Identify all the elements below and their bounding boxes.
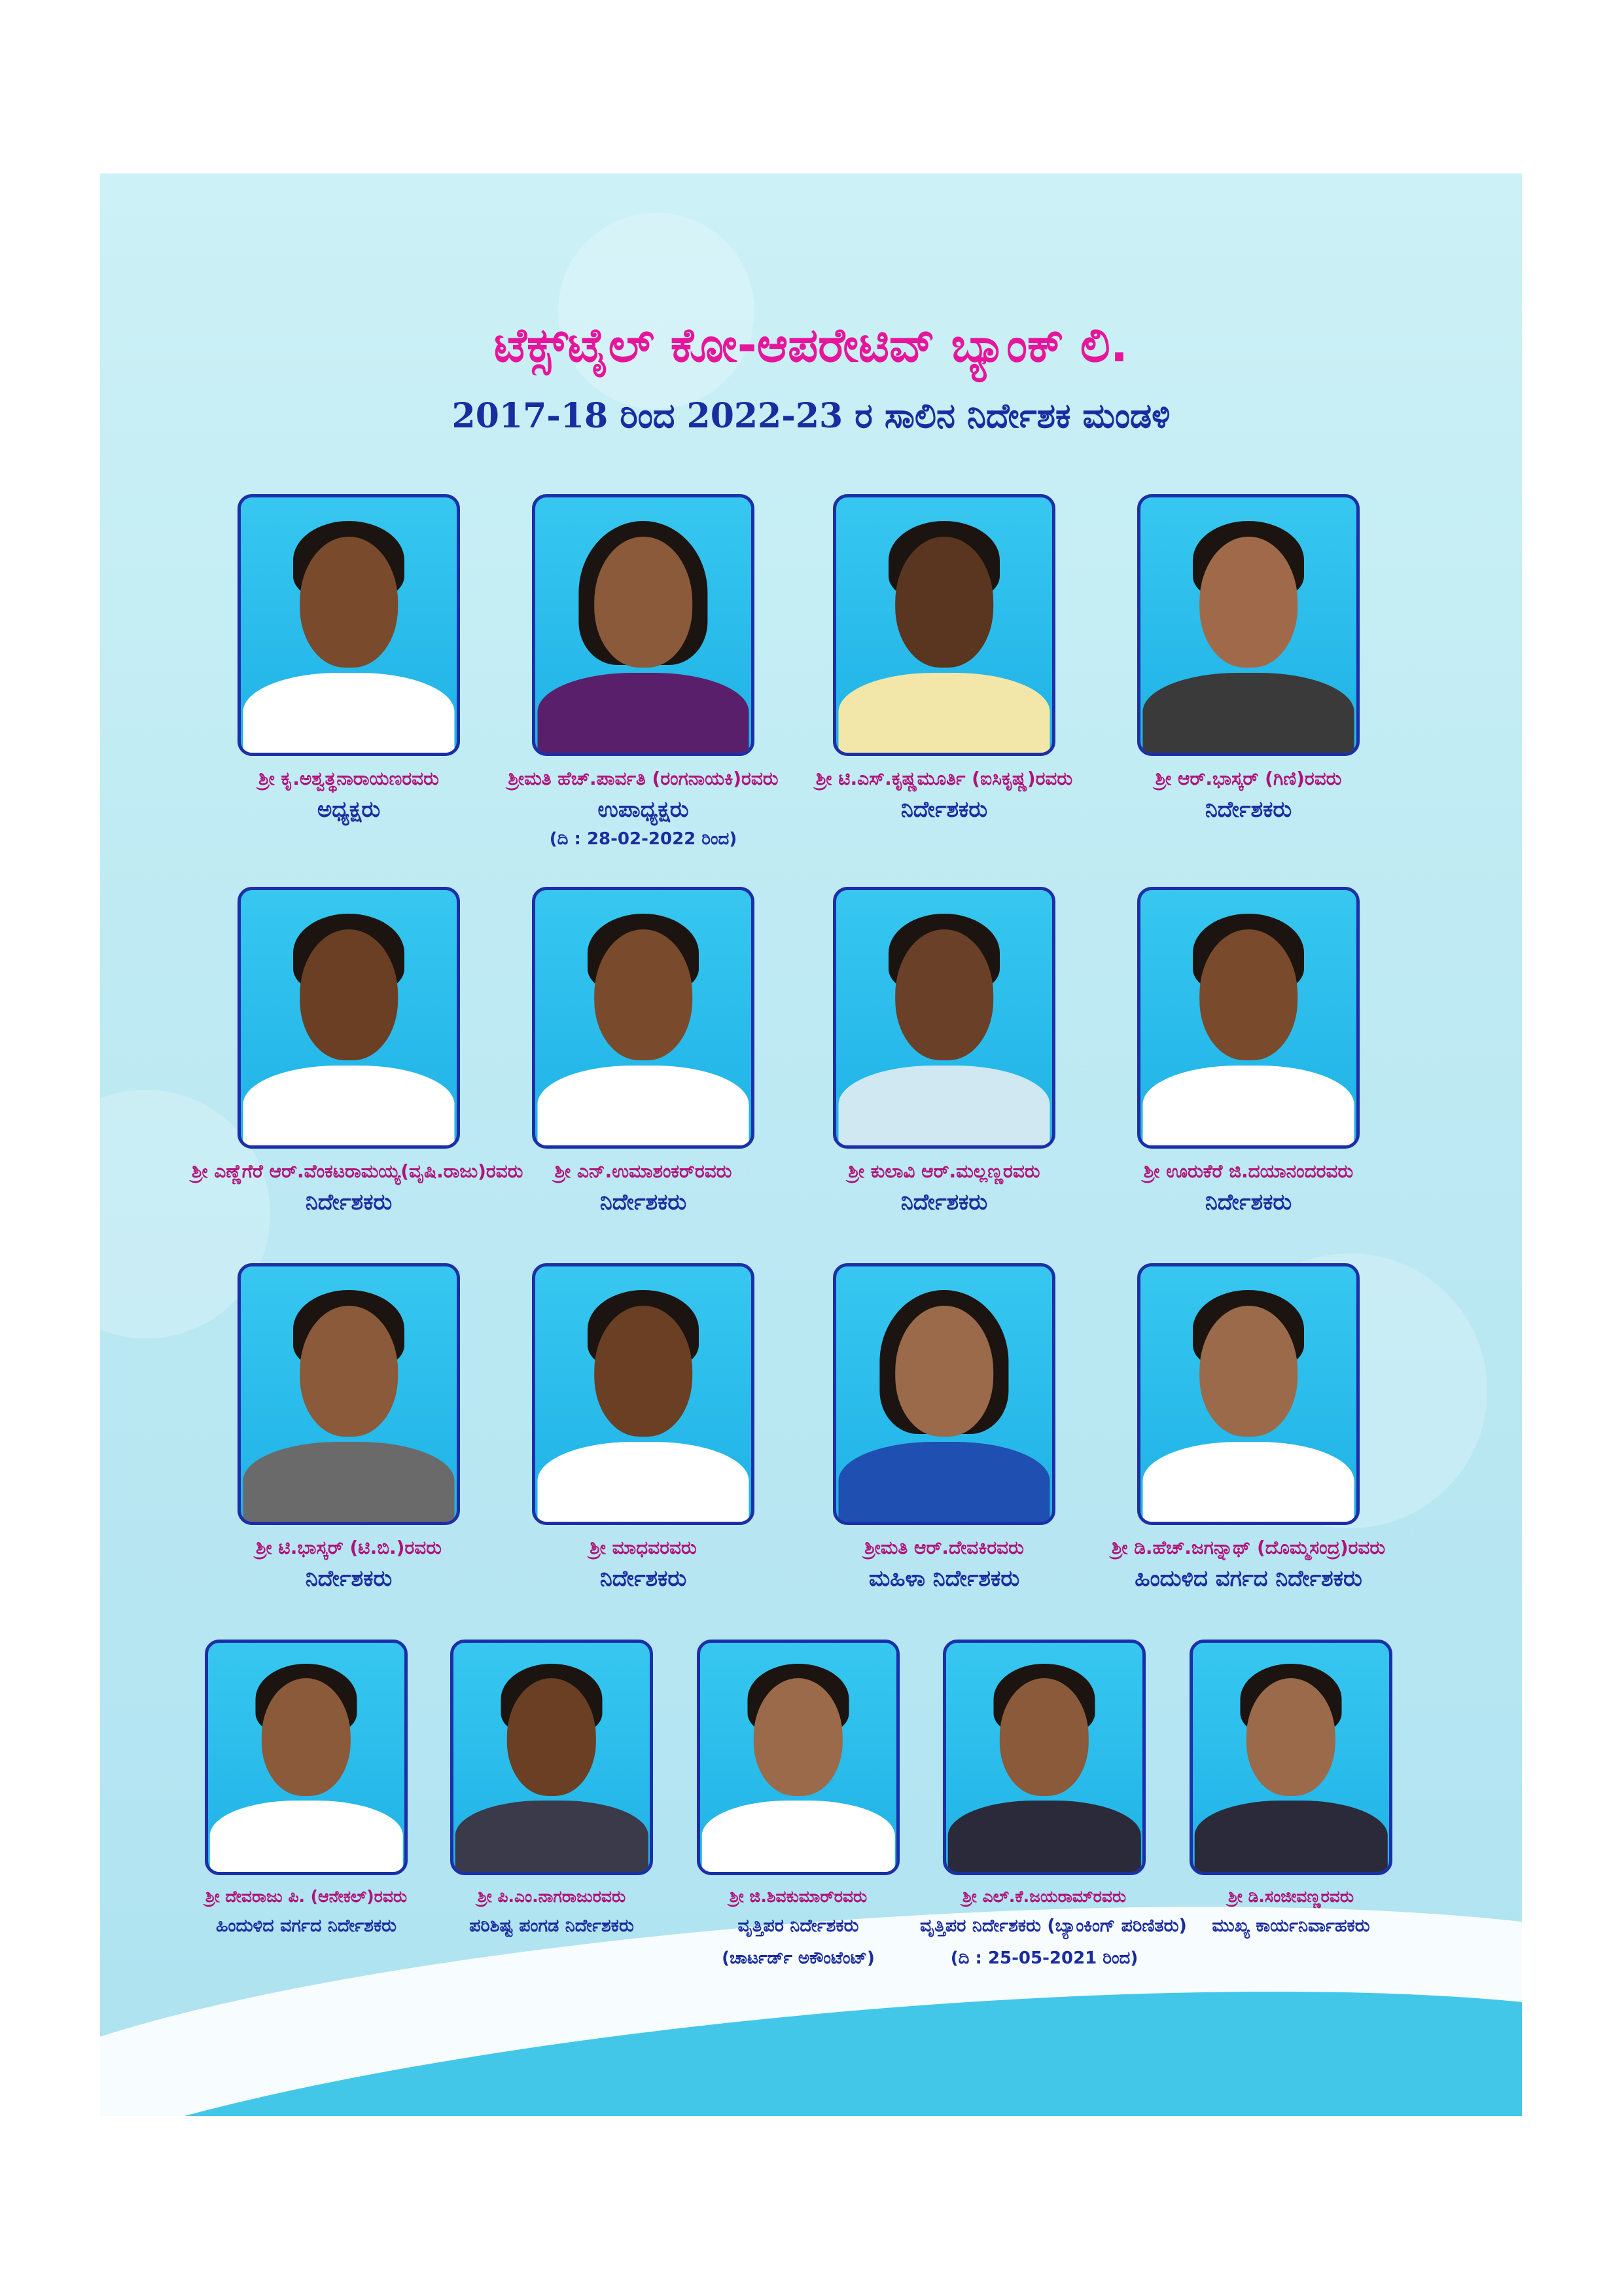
member-name: ಶ್ರೀಮತಿ ಹೆಚ್.ಪಾರ್ವತಿ (ರಂಗನಾಯಕಿ)ರವರು [508, 768, 779, 789]
portrait-face [754, 1678, 843, 1796]
portrait-face [895, 1306, 993, 1437]
member-photo [1137, 1263, 1360, 1525]
portrait-shoulders [1143, 1442, 1354, 1525]
member-role: ಹಿಂದುಳಿದ ವರ್ಗದ ನಿರ್ದೇಶಕರು [1135, 1566, 1362, 1592]
portrait-face [895, 929, 993, 1060]
portrait-shoulders [243, 673, 455, 756]
portrait-face [1000, 1678, 1089, 1796]
portrait-face [1199, 1306, 1297, 1437]
member-role: ಮಹಿಳಾ ನಿರ್ದೇಶಕರು [868, 1566, 1020, 1592]
member-photo [833, 1263, 1055, 1525]
member-role: ನಿರ್ದೇಶಕರು [599, 1189, 687, 1215]
background-bubble [558, 213, 754, 409]
member-note: (ದಿ : 25-05-2021 ರಿಂದ) [950, 1948, 1139, 1968]
portrait-face [262, 1678, 351, 1796]
member-role: ಪರಿಶಿಷ್ಟ ಪಂಗಡ ನಿರ್ದೇಶಕರು [469, 1916, 634, 1936]
portrait-shoulders [1143, 673, 1354, 756]
member-name: ಶ್ರೀ ಮಾಧವರವರು [590, 1537, 697, 1558]
member-photo [532, 494, 754, 756]
member-role: ಹಿಂದುಳಿದ ವರ್ಗದ ನಿರ್ದೇಶಕರು [216, 1916, 397, 1936]
member-photo [1190, 1640, 1392, 1875]
member-photo [238, 1263, 460, 1525]
member-photo [450, 1640, 653, 1875]
member-photo [532, 887, 754, 1149]
portrait-shoulders [538, 1442, 749, 1525]
member-photo [833, 494, 1055, 756]
member-photo [1137, 887, 1360, 1149]
member-photo [532, 1263, 754, 1525]
portrait-shoulders [1143, 1066, 1354, 1149]
member-photo [205, 1640, 408, 1875]
member-name: ಶ್ರೀ ಎಣ್ಣೆಗೆರೆ ಆರ್.ವೆಂಕಟರಾಮಯ್ಯ(ವೃಷಿ.ರಾಜು)ರವರು [192, 1160, 523, 1182]
portrait-face [300, 929, 398, 1060]
portrait-face [300, 537, 398, 668]
member-role: ಉಪಾಧ್ಯಕ್ಷರು [597, 797, 689, 823]
member-photo [943, 1640, 1146, 1875]
poster [100, 173, 1522, 2116]
member-role: ವೃತ್ತಿಪರ ನಿರ್ದೇಶಕರು (ಬ್ಯಾಂಕಿಂಗ್ ಪರಿಣಿತರು) [920, 1916, 1187, 1936]
member-role: ವೃತ್ತಿಪರ ನಿರ್ದೇಶಕರು [737, 1916, 859, 1936]
portrait-shoulders [455, 1801, 648, 1875]
portrait-shoulders [948, 1801, 1141, 1875]
member-name: ಶ್ರೀ ಆರ್.ಭಾಸ್ಕರ್ (ಗಿಣಿ)ರವರು [1155, 768, 1342, 789]
member-photo [833, 887, 1055, 1149]
member-name: ಶ್ರೀ ಊರುಕೆರೆ ಜಿ.ದಯಾನಂದರವರು [1143, 1160, 1354, 1182]
member-name: ಶ್ರೀ ದೇವರಾಜು ಪಿ. (ಆನೇಕಲ್)ರವರು [205, 1887, 408, 1906]
portrait-face [594, 1306, 692, 1437]
member-role: ನಿರ್ದೇಶಕರು [900, 1189, 988, 1215]
portrait-face [895, 537, 993, 668]
portrait-shoulders [839, 1442, 1050, 1525]
portrait-shoulders [538, 673, 749, 756]
member-role: ನಿರ್ದೇಶಕರು [305, 1566, 393, 1592]
portrait-shoulders [702, 1801, 895, 1875]
member-role: ಮುಖ್ಯ ಕಾರ್ಯನಿರ್ವಾಹಕರು [1212, 1916, 1370, 1936]
portrait-shoulders [839, 673, 1050, 756]
member-name: ಶ್ರೀ ಎನ್.ಉಮಾಶಂಕರ್‌ರವರು [554, 1160, 732, 1182]
portrait-face [1199, 929, 1297, 1060]
member-name: ಶ್ರೀ ಕೃ.ಅಶ್ವತ್ಥನಾರಾಯಣರವರು [258, 768, 439, 789]
member-photo [1137, 494, 1360, 756]
member-role: ನಿರ್ದೇಶಕರು [1205, 1189, 1292, 1215]
portrait-face [300, 1306, 398, 1437]
member-note: (ದಿ : 28-02-2022 ರಿಂದ) [549, 829, 737, 849]
member-name: ಶ್ರೀ ಜಿ.ಶಿವಕುಮಾರ್‌ರವರು [729, 1887, 868, 1906]
member-photo [238, 494, 460, 756]
portrait-shoulders [1195, 1801, 1388, 1875]
member-role: ನಿರ್ದೇಶಕರು [900, 797, 988, 823]
board-subtitle: 2017-18 ರಿಂದ 2022-23 ರ ಸಾಲಿನ ನಿರ್ದೇಶಕ ಮಂಡಳಿ [451, 396, 1171, 436]
member-name: ಶ್ರೀ ಎಲ್.ಕೆ.ಜಯರಾಮ್‌ರವರು [962, 1887, 1127, 1906]
member-role: ನಿರ್ದೇಶಕರು [1205, 797, 1292, 823]
member-name: ಶ್ರೀಮತಿ ಆರ್.ದೇವಕಿರವರು [864, 1537, 1024, 1558]
member-role: ಅಧ್ಯಕ್ಷರು [317, 797, 381, 823]
member-name: ಶ್ರೀ ಟಿ.ಭಾಸ್ಕರ್ (ಟಿ.ಬಿ.)ರವರು [256, 1537, 442, 1558]
member-role: ನಿರ್ದೇಶಕರು [599, 1566, 687, 1592]
member-note: (ಚಾರ್ಟರ್ಡ್ ಅಕೌಂಟೆಂಟ್) [722, 1948, 875, 1968]
portrait-shoulders [538, 1066, 749, 1149]
portrait-face [594, 929, 692, 1060]
portrait-shoulders [243, 1066, 455, 1149]
portrait-shoulders [243, 1442, 455, 1525]
portrait-face [1199, 537, 1297, 668]
member-name: ಶ್ರೀ ಡಿ.ಹೆಚ್.ಜಗನ್ನಾಥ್ (ದೊಮ್ಮಸಂದ್ರ)ರವರು [1111, 1537, 1386, 1558]
member-name: ಶ್ರೀ ಡಿ.ಸಂಜೀವಣ್ಣರವರು [1227, 1887, 1354, 1906]
portrait-shoulders [210, 1801, 403, 1875]
bank-title: ಟೆಕ್ಸ್‌ಟೈಲ್ ಕೋ-ಆಪರೇಟಿವ್ ಬ್ಯಾಂಕ್ ಲಿ. [493, 317, 1129, 372]
member-name: ಶ್ರೀ ಪಿ.ಎಂ.ನಾಗರಾಜುರವರು [477, 1887, 626, 1906]
member-photo [238, 887, 460, 1149]
portrait-face [594, 537, 692, 668]
member-photo [697, 1640, 900, 1875]
member-role: ನಿರ್ದೇಶಕರು [305, 1189, 393, 1215]
portrait-face [507, 1678, 596, 1796]
member-name: ಶ್ರೀ ಕುಲಾವಿ ಆರ್.ಮಲ್ಲಣ್ಣರವರು [848, 1160, 1040, 1182]
portrait-shoulders [839, 1066, 1050, 1149]
portrait-face [1246, 1678, 1335, 1796]
member-name: ಶ್ರೀ ಟಿ.ಎಸ್.ಕೃಷ್ಣಮೂರ್ತಿ (ಐಸಿಕೃಷ್ಣ)ರವರು [815, 768, 1073, 789]
